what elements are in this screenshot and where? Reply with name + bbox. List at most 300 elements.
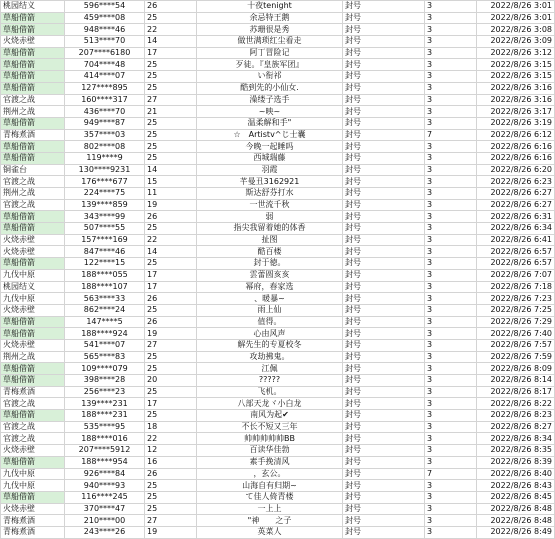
cell-count[interactable]: 3: [425, 234, 477, 246]
cell-name[interactable]: 、暖暴~: [197, 293, 343, 305]
cell-id[interactable]: 507****55: [65, 223, 145, 235]
cell-name[interactable]: 澡缕子选手: [197, 94, 343, 106]
cell-server[interactable]: 草船借箭: [1, 375, 65, 387]
cell-type[interactable]: 封号: [343, 12, 425, 24]
cell-date[interactable]: 2022/8/26 6:20: [477, 164, 555, 176]
cell-id[interactable]: 130****9231: [65, 164, 145, 176]
cell-level[interactable]: 26: [145, 316, 197, 328]
cell-count[interactable]: 3: [425, 12, 477, 24]
cell-name[interactable]: 弱: [197, 211, 343, 223]
cell-date[interactable]: 2022/8/26 8:22: [477, 398, 555, 410]
cell-count[interactable]: 3: [425, 526, 477, 538]
cell-count[interactable]: 3: [425, 164, 477, 176]
cell-date[interactable]: 2022/8/26 6:57: [477, 246, 555, 258]
cell-type[interactable]: 封号: [343, 410, 425, 422]
cell-name[interactable]: 一上上: [197, 503, 343, 515]
cell-type[interactable]: 封号: [343, 491, 425, 503]
cell-level[interactable]: 25: [145, 351, 197, 363]
cell-name[interactable]: "神 之子: [197, 515, 343, 527]
cell-level[interactable]: 26: [145, 468, 197, 480]
cell-type[interactable]: 封号: [343, 117, 425, 129]
cell-count[interactable]: 3: [425, 433, 477, 445]
cell-count[interactable]: 3: [425, 47, 477, 59]
cell-name[interactable]: 帅帅帅帅帅BB: [197, 433, 343, 445]
cell-id[interactable]: 119****9: [65, 152, 145, 164]
cell-count[interactable]: 3: [425, 94, 477, 106]
cell-server[interactable]: 九伐中原: [1, 468, 65, 480]
cell-server[interactable]: 火烧赤壁: [1, 339, 65, 351]
cell-id[interactable]: 210****00: [65, 515, 145, 527]
cell-name[interactable]: 苏珊很是秀: [197, 24, 343, 36]
cell-server[interactable]: 草船借箭: [1, 328, 65, 340]
cell-name[interactable]: 余忌特王鹅: [197, 12, 343, 24]
cell-count[interactable]: 3: [425, 503, 477, 515]
cell-count[interactable]: 3: [425, 188, 477, 200]
cell-server[interactable]: 铜雀台: [1, 164, 65, 176]
cell-level[interactable]: 19: [145, 526, 197, 538]
cell-level[interactable]: 14: [145, 36, 197, 48]
cell-level[interactable]: 25: [145, 491, 197, 503]
cell-name[interactable]: 十夜tenight: [197, 1, 343, 13]
cell-id[interactable]: 565****83: [65, 351, 145, 363]
cell-name[interactable]: 做世满琐红尘看走: [197, 36, 343, 48]
cell-type[interactable]: 封号: [343, 281, 425, 293]
cell-type[interactable]: 封号: [343, 480, 425, 492]
cell-server[interactable]: 草船借箭: [1, 223, 65, 235]
cell-level[interactable]: 17: [145, 47, 197, 59]
cell-level[interactable]: 19: [145, 199, 197, 211]
cell-id[interactable]: 414****07: [65, 71, 145, 83]
cell-id[interactable]: 949****87: [65, 117, 145, 129]
cell-count[interactable]: 3: [425, 515, 477, 527]
cell-server[interactable]: 草船借箭: [1, 410, 65, 422]
cell-level[interactable]: 27: [145, 94, 197, 106]
cell-level[interactable]: 22: [145, 433, 197, 445]
cell-id[interactable]: 704****48: [65, 59, 145, 71]
cell-count[interactable]: 3: [425, 316, 477, 328]
cell-type[interactable]: 封号: [343, 363, 425, 375]
cell-type[interactable]: 封号: [343, 445, 425, 457]
cell-date[interactable]: 2022/8/26 8:43: [477, 480, 555, 492]
cell-type[interactable]: 封号: [343, 152, 425, 164]
cell-date[interactable]: 2022/8/26 3:01: [477, 12, 555, 24]
cell-date[interactable]: 2022/8/26 7:23: [477, 293, 555, 305]
cell-server[interactable]: 草船借箭: [1, 59, 65, 71]
cell-type[interactable]: 封号: [343, 316, 425, 328]
cell-type[interactable]: 封号: [343, 328, 425, 340]
cell-level[interactable]: 22: [145, 24, 197, 36]
cell-server[interactable]: 官渡之战: [1, 94, 65, 106]
cell-type[interactable]: 封号: [343, 304, 425, 316]
cell-level[interactable]: 25: [145, 71, 197, 83]
cell-level[interactable]: 25: [145, 386, 197, 398]
cell-name[interactable]: 封于徳。: [197, 258, 343, 270]
cell-type[interactable]: 封号: [343, 47, 425, 59]
cell-date[interactable]: 2022/8/26 7:25: [477, 304, 555, 316]
cell-server[interactable]: 火烧赤壁: [1, 36, 65, 48]
cell-date[interactable]: 2022/8/26 8:35: [477, 445, 555, 457]
cell-count[interactable]: 3: [425, 456, 477, 468]
cell-name[interactable]: 解先生的专夏校冬: [197, 339, 343, 351]
cell-server[interactable]: 桃园结义: [1, 1, 65, 13]
cell-name[interactable]: 幂府，春家选: [197, 281, 343, 293]
cell-server[interactable]: 草船借箭: [1, 363, 65, 375]
cell-date[interactable]: 2022/8/26 6:34: [477, 223, 555, 235]
cell-count[interactable]: 3: [425, 293, 477, 305]
cell-id[interactable]: 188****954: [65, 456, 145, 468]
cell-name[interactable]: 芊曼丑3162921: [197, 176, 343, 188]
cell-id[interactable]: 160****317: [65, 94, 145, 106]
cell-id[interactable]: 541****07: [65, 339, 145, 351]
cell-server[interactable]: 官渡之战: [1, 433, 65, 445]
cell-type[interactable]: 封号: [343, 129, 425, 141]
cell-id[interactable]: 948****46: [65, 24, 145, 36]
cell-id[interactable]: 535****95: [65, 421, 145, 433]
cell-date[interactable]: 2022/8/26 8:23: [477, 410, 555, 422]
cell-id[interactable]: 207****5912: [65, 445, 145, 457]
cell-date[interactable]: 2022/8/26 3:17: [477, 106, 555, 118]
cell-date[interactable]: 2022/8/26 8:09: [477, 363, 555, 375]
cell-type[interactable]: 封号: [343, 211, 425, 223]
cell-id[interactable]: 122****15: [65, 258, 145, 270]
cell-id[interactable]: 188****231: [65, 410, 145, 422]
cell-level[interactable]: 15: [145, 176, 197, 188]
cell-count[interactable]: 3: [425, 328, 477, 340]
cell-type[interactable]: 封号: [343, 398, 425, 410]
cell-name[interactable]: 温柔解和手": [197, 117, 343, 129]
cell-count[interactable]: 3: [425, 1, 477, 13]
cell-level[interactable]: 14: [145, 246, 197, 258]
cell-server[interactable]: 青梅煮酒: [1, 129, 65, 141]
cell-server[interactable]: 草船借箭: [1, 491, 65, 503]
cell-level[interactable]: 26: [145, 211, 197, 223]
cell-type[interactable]: 封号: [343, 82, 425, 94]
cell-count[interactable]: 3: [425, 59, 477, 71]
cell-name[interactable]: 歹徒。『皇族军团』: [197, 59, 343, 71]
cell-level[interactable]: 25: [145, 141, 197, 153]
cell-level[interactable]: 25: [145, 258, 197, 270]
cell-type[interactable]: 封号: [343, 526, 425, 538]
cell-server[interactable]: 荆州之战: [1, 188, 65, 200]
cell-name[interactable]: 指尖我留着她的体香: [197, 223, 343, 235]
cell-count[interactable]: 3: [425, 386, 477, 398]
cell-count[interactable]: 3: [425, 269, 477, 281]
cell-server[interactable]: 官渡之战: [1, 421, 65, 433]
cell-server[interactable]: 官渡之战: [1, 398, 65, 410]
cell-id[interactable]: 127****895: [65, 82, 145, 94]
cell-count[interactable]: 3: [425, 211, 477, 223]
cell-id[interactable]: 147****5: [65, 316, 145, 328]
cell-type[interactable]: 封号: [343, 246, 425, 258]
cell-id[interactable]: 207****6180: [65, 47, 145, 59]
cell-level[interactable]: 14: [145, 164, 197, 176]
cell-id[interactable]: 596****54: [65, 1, 145, 13]
cell-id[interactable]: 157****169: [65, 234, 145, 246]
cell-level[interactable]: 25: [145, 59, 197, 71]
cell-count[interactable]: 3: [425, 351, 477, 363]
cell-date[interactable]: 2022/8/26 8:39: [477, 456, 555, 468]
cell-server[interactable]: 火烧赤壁: [1, 503, 65, 515]
cell-date[interactable]: 2022/8/26 8:40: [477, 468, 555, 480]
cell-server[interactable]: 官渡之战: [1, 176, 65, 188]
cell-server[interactable]: 官渡之战: [1, 199, 65, 211]
cell-count[interactable]: 3: [425, 117, 477, 129]
cell-level[interactable]: 11: [145, 188, 197, 200]
cell-server[interactable]: 草船借箭: [1, 258, 65, 270]
cell-count[interactable]: 3: [425, 491, 477, 503]
cell-date[interactable]: 2022/8/26 7:07: [477, 269, 555, 281]
cell-level[interactable]: 17: [145, 281, 197, 293]
cell-server[interactable]: 火烧赤壁: [1, 246, 65, 258]
cell-name[interactable]: い衔祁: [197, 71, 343, 83]
cell-level[interactable]: 20: [145, 375, 197, 387]
cell-server[interactable]: 草船借箭: [1, 141, 65, 153]
cell-level[interactable]: 19: [145, 328, 197, 340]
cell-server[interactable]: 火烧赤壁: [1, 445, 65, 457]
cell-level[interactable]: 17: [145, 398, 197, 410]
cell-server[interactable]: 桃园结义: [1, 281, 65, 293]
cell-type[interactable]: 封号: [343, 141, 425, 153]
cell-type[interactable]: 封号: [343, 71, 425, 83]
cell-date[interactable]: 2022/8/26 3:16: [477, 94, 555, 106]
cell-count[interactable]: 3: [425, 106, 477, 118]
cell-level[interactable]: 25: [145, 410, 197, 422]
cell-type[interactable]: 封号: [343, 375, 425, 387]
cell-date[interactable]: 2022/8/26 3:01: [477, 1, 555, 13]
cell-level[interactable]: 25: [145, 503, 197, 515]
cell-type[interactable]: 封号: [343, 386, 425, 398]
cell-id[interactable]: 224****75: [65, 188, 145, 200]
cell-server[interactable]: 草船借箭: [1, 82, 65, 94]
cell-date[interactable]: 2022/8/26 6:57: [477, 258, 555, 270]
cell-count[interactable]: 3: [425, 176, 477, 188]
cell-server[interactable]: 荆州之战: [1, 351, 65, 363]
cell-id[interactable]: 176****677: [65, 176, 145, 188]
cell-date[interactable]: 2022/8/26 8:45: [477, 491, 555, 503]
cell-type[interactable]: 封号: [343, 456, 425, 468]
cell-name[interactable]: 今晚一起睡吗: [197, 141, 343, 153]
cell-id[interactable]: 370****47: [65, 503, 145, 515]
cell-server[interactable]: 草船借箭: [1, 456, 65, 468]
cell-level[interactable]: 18: [145, 421, 197, 433]
cell-date[interactable]: 2022/8/26 3:19: [477, 117, 555, 129]
cell-name[interactable]: 南风为起✔: [197, 410, 343, 422]
cell-count[interactable]: 3: [425, 223, 477, 235]
cell-count[interactable]: 3: [425, 141, 477, 153]
cell-count[interactable]: 3: [425, 36, 477, 48]
cell-id[interactable]: 847****46: [65, 246, 145, 258]
cell-count[interactable]: 3: [425, 363, 477, 375]
cell-date[interactable]: 2022/8/26 6:41: [477, 234, 555, 246]
cell-count[interactable]: 7: [425, 468, 477, 480]
cell-name[interactable]: 攻劫拂鬼。: [197, 351, 343, 363]
cell-level[interactable]: 21: [145, 106, 197, 118]
cell-level[interactable]: 25: [145, 363, 197, 375]
cell-date[interactable]: 2022/8/26 8:49: [477, 526, 555, 538]
cell-type[interactable]: 封号: [343, 468, 425, 480]
cell-type[interactable]: 封号: [343, 351, 425, 363]
cell-server[interactable]: 青梅煮酒: [1, 386, 65, 398]
cell-level[interactable]: 25: [145, 82, 197, 94]
cell-date[interactable]: 2022/8/26 6:12: [477, 129, 555, 141]
cell-id[interactable]: 398****28: [65, 375, 145, 387]
cell-level[interactable]: 16: [145, 456, 197, 468]
cell-type[interactable]: 封号: [343, 94, 425, 106]
cell-id[interactable]: 940****93: [65, 480, 145, 492]
cell-type[interactable]: 封号: [343, 223, 425, 235]
cell-level[interactable]: 25: [145, 152, 197, 164]
cell-level[interactable]: 25: [145, 223, 197, 235]
cell-id[interactable]: 188****107: [65, 281, 145, 293]
cell-name[interactable]: 飞机。: [197, 386, 343, 398]
cell-server[interactable]: 草船借箭: [1, 24, 65, 36]
cell-count[interactable]: 7: [425, 129, 477, 141]
cell-id[interactable]: 459****08: [65, 12, 145, 24]
cell-name[interactable]: 扯图: [197, 234, 343, 246]
cell-type[interactable]: 封号: [343, 234, 425, 246]
cell-id[interactable]: 188****016: [65, 433, 145, 445]
cell-id[interactable]: 139****859: [65, 199, 145, 211]
cell-name[interactable]: ?????: [197, 375, 343, 387]
cell-count[interactable]: 3: [425, 375, 477, 387]
cell-count[interactable]: 3: [425, 339, 477, 351]
cell-id[interactable]: 109****079: [65, 363, 145, 375]
cell-server[interactable]: 草船借箭: [1, 211, 65, 223]
cell-count[interactable]: 3: [425, 258, 477, 270]
cell-name[interactable]: 西城瑞藤: [197, 152, 343, 164]
cell-date[interactable]: 2022/8/26 7:57: [477, 339, 555, 351]
cell-id[interactable]: 343****99: [65, 211, 145, 223]
cell-date[interactable]: 2022/8/26 8:27: [477, 421, 555, 433]
cell-count[interactable]: 3: [425, 445, 477, 457]
cell-date[interactable]: 2022/8/26 6:16: [477, 152, 555, 164]
cell-id[interactable]: 802****08: [65, 141, 145, 153]
cell-type[interactable]: 封号: [343, 164, 425, 176]
cell-count[interactable]: 3: [425, 304, 477, 316]
cell-date[interactable]: 2022/8/26 8:14: [477, 375, 555, 387]
cell-name[interactable]: 一世流千秋: [197, 199, 343, 211]
cell-type[interactable]: 封号: [343, 515, 425, 527]
cell-date[interactable]: 2022/8/26 3:12: [477, 47, 555, 59]
cell-date[interactable]: 2022/8/26 6:23: [477, 176, 555, 188]
cell-count[interactable]: 3: [425, 24, 477, 36]
cell-server[interactable]: 草船借箭: [1, 12, 65, 24]
cell-type[interactable]: 封号: [343, 258, 425, 270]
cell-name[interactable]: 雲蕾圆亥亥: [197, 269, 343, 281]
cell-server[interactable]: 九伐中原: [1, 293, 65, 305]
cell-level[interactable]: 25: [145, 117, 197, 129]
cell-type[interactable]: 封号: [343, 176, 425, 188]
cell-name[interactable]: 素手挽清风: [197, 456, 343, 468]
cell-server[interactable]: 九伐中原: [1, 480, 65, 492]
cell-id[interactable]: 513****70: [65, 36, 145, 48]
cell-id[interactable]: 862****24: [65, 304, 145, 316]
cell-count[interactable]: 3: [425, 152, 477, 164]
cell-id[interactable]: 436****70: [65, 106, 145, 118]
cell-server[interactable]: 火烧赤壁: [1, 304, 65, 316]
cell-level[interactable]: 26: [145, 1, 197, 13]
cell-date[interactable]: 2022/8/26 6:27: [477, 188, 555, 200]
cell-count[interactable]: 3: [425, 71, 477, 83]
cell-date[interactable]: 2022/8/26 3:08: [477, 24, 555, 36]
cell-count[interactable]: 3: [425, 480, 477, 492]
cell-count[interactable]: 3: [425, 421, 477, 433]
cell-name[interactable]: 斯达舒芬打水: [197, 188, 343, 200]
cell-name[interactable]: 心由风声: [197, 328, 343, 340]
cell-date[interactable]: 2022/8/26 7:59: [477, 351, 555, 363]
cell-type[interactable]: 封号: [343, 36, 425, 48]
cell-count[interactable]: 3: [425, 82, 477, 94]
cell-type[interactable]: 封号: [343, 269, 425, 281]
cell-server[interactable]: 草船借箭: [1, 316, 65, 328]
cell-name[interactable]: 不长不短又三年: [197, 421, 343, 433]
cell-count[interactable]: 3: [425, 281, 477, 293]
cell-date[interactable]: 2022/8/26 7:40: [477, 328, 555, 340]
cell-type[interactable]: 封号: [343, 503, 425, 515]
cell-server[interactable]: 草船借箭: [1, 117, 65, 129]
cell-server[interactable]: 火烧赤壁: [1, 234, 65, 246]
cell-level[interactable]: 17: [145, 269, 197, 281]
cell-type[interactable]: 封号: [343, 59, 425, 71]
cell-count[interactable]: 3: [425, 410, 477, 422]
cell-server[interactable]: 草船借箭: [1, 47, 65, 59]
cell-date[interactable]: 2022/8/26 6:27: [477, 199, 555, 211]
cell-type[interactable]: 封号: [343, 199, 425, 211]
cell-level[interactable]: 25: [145, 480, 197, 492]
cell-name[interactable]: 江佩: [197, 363, 343, 375]
cell-server[interactable]: 草船借箭: [1, 152, 65, 164]
cell-id[interactable]: 357****03: [65, 129, 145, 141]
cell-count[interactable]: 3: [425, 246, 477, 258]
cell-level[interactable]: 26: [145, 293, 197, 305]
cell-name[interactable]: 值得。: [197, 316, 343, 328]
cell-date[interactable]: 2022/8/26 3:15: [477, 71, 555, 83]
cell-server[interactable]: 荆州之战: [1, 106, 65, 118]
cell-id[interactable]: 256****23: [65, 386, 145, 398]
cell-date[interactable]: 2022/8/26 8:17: [477, 386, 555, 398]
cell-id[interactable]: 116****245: [65, 491, 145, 503]
cell-level[interactable]: 25: [145, 129, 197, 141]
cell-name[interactable]: ，玄公。: [197, 468, 343, 480]
cell-level[interactable]: 12: [145, 445, 197, 457]
cell-date[interactable]: 2022/8/26 3:16: [477, 82, 555, 94]
cell-date[interactable]: 2022/8/26 7:29: [477, 316, 555, 328]
cell-server[interactable]: 九伐中原: [1, 269, 65, 281]
cell-date[interactable]: 2022/8/26 8:34: [477, 433, 555, 445]
cell-type[interactable]: 封号: [343, 433, 425, 445]
cell-level[interactable]: 25: [145, 12, 197, 24]
cell-date[interactable]: 2022/8/26 6:31: [477, 211, 555, 223]
cell-name[interactable]: 英菜人: [197, 526, 343, 538]
cell-type[interactable]: 封号: [343, 339, 425, 351]
cell-id[interactable]: 188****055: [65, 269, 145, 281]
cell-name[interactable]: 羽霞: [197, 164, 343, 176]
cell-level[interactable]: 27: [145, 515, 197, 527]
cell-level[interactable]: 25: [145, 304, 197, 316]
cell-date[interactable]: 2022/8/26 7:18: [477, 281, 555, 293]
cell-server[interactable]: 草船借箭: [1, 71, 65, 83]
cell-level[interactable]: 27: [145, 339, 197, 351]
cell-type[interactable]: 封号: [343, 106, 425, 118]
cell-type[interactable]: 封号: [343, 293, 425, 305]
cell-date[interactable]: 2022/8/26 6:16: [477, 141, 555, 153]
cell-date[interactable]: 2022/8/26 3:15: [477, 59, 555, 71]
cell-name[interactable]: 阿丁冒险记: [197, 47, 343, 59]
cell-type[interactable]: 封号: [343, 421, 425, 433]
cell-type[interactable]: 封号: [343, 1, 425, 13]
cell-id[interactable]: 243****26: [65, 526, 145, 538]
cell-name[interactable]: 酷到先的小仙女.: [197, 82, 343, 94]
